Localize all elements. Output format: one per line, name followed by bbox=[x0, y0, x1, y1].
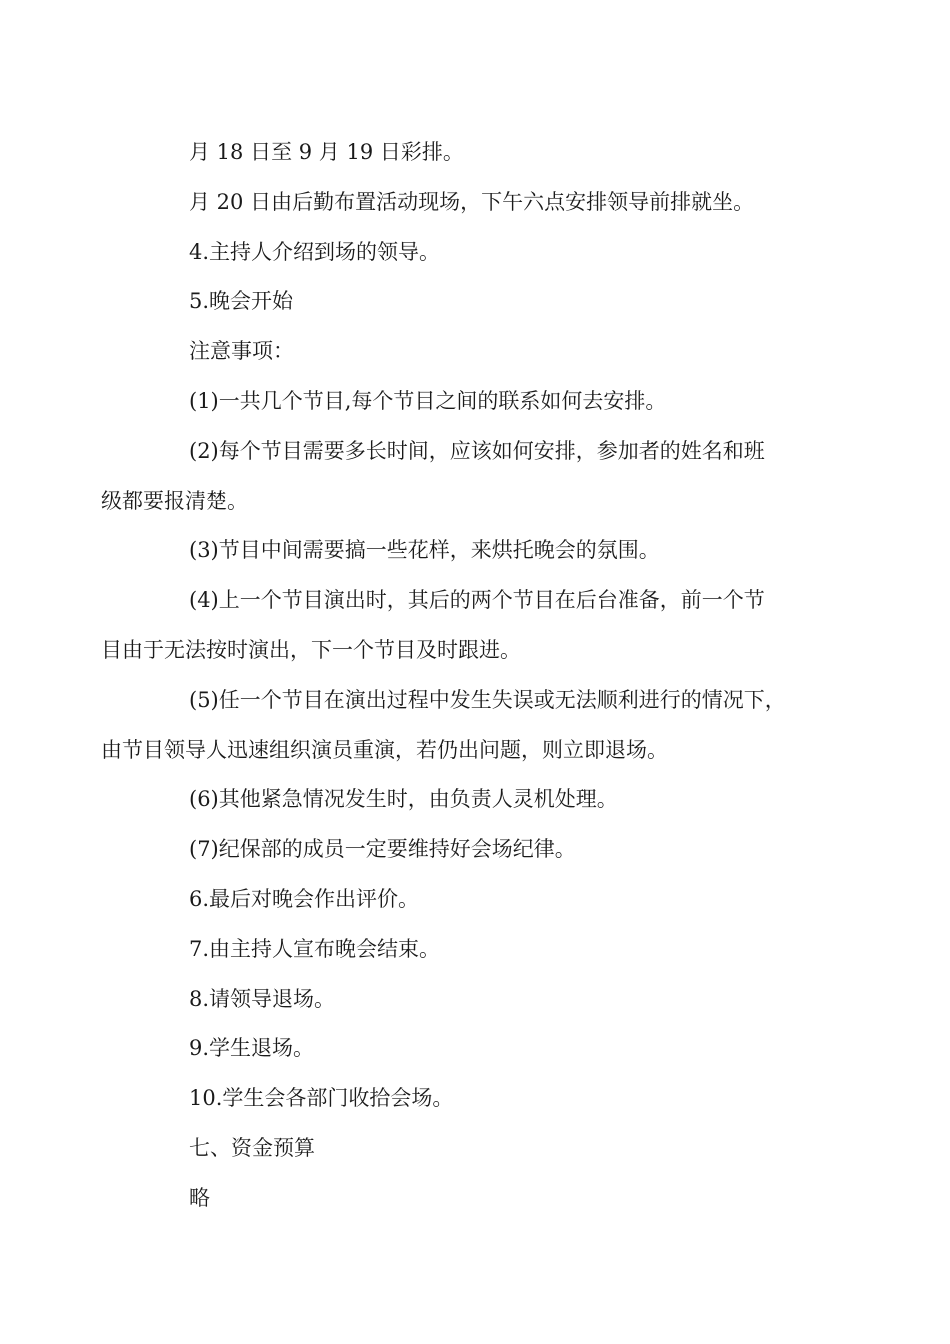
line: (1)一共几个节目,每个节目之间的联系如何去安排。 bbox=[189, 388, 667, 413]
line: (3)节目中间需要搞一些花样，来烘托晚会的氛围。 bbox=[189, 538, 660, 563]
paragraph-12 bbox=[145, 825, 835, 875]
line: 5.晚会开始 bbox=[189, 289, 294, 314]
paragraph-17 bbox=[145, 1074, 835, 1124]
continuation-line: 目由于无法按时演出，下一个节目及时跟进。 bbox=[101, 637, 521, 662]
line: (7)纪保部的成员一定要维持好会场纪律。 bbox=[189, 837, 576, 862]
paragraph-10 bbox=[101, 676, 835, 776]
section-heading-budget bbox=[145, 1124, 835, 1174]
line: (2)每个节目需要多长时间，应该如何安排，参加者的姓名和班 bbox=[189, 438, 765, 463]
line: 10.学生会各部门收拾会场。 bbox=[189, 1086, 454, 1111]
paragraph-14 bbox=[145, 925, 835, 975]
paragraph-3 bbox=[145, 228, 835, 278]
paragraph-6 bbox=[145, 377, 835, 427]
paragraph-2 bbox=[145, 178, 835, 228]
paragraph-19 bbox=[145, 1174, 835, 1224]
paragraph-7 bbox=[101, 427, 835, 527]
line: 月 20 日由后勤布置活动现场，下午六点安排领导前排就坐。 bbox=[189, 189, 755, 214]
document-body bbox=[101, 128, 835, 1224]
line: 9.学生退场。 bbox=[189, 1036, 315, 1061]
paragraph-13 bbox=[145, 875, 835, 925]
paragraph-4 bbox=[145, 277, 835, 327]
line: 略 bbox=[189, 1185, 210, 1210]
paragraph-16 bbox=[145, 1024, 835, 1074]
line: 6.最后对晚会作出评价。 bbox=[189, 886, 420, 911]
paragraph-9 bbox=[101, 576, 835, 676]
continuation-line: 由节目领导人迅速组织演员重演，若仍出问题，则立即退场。 bbox=[101, 737, 668, 762]
paragraph-11 bbox=[145, 775, 835, 825]
line: (5)任一个节目在演出过程中发生失误或无法顺利进行的情况下， bbox=[189, 687, 786, 712]
continuation-line: 级都要报清楚。 bbox=[101, 488, 248, 513]
paragraph-8 bbox=[145, 526, 835, 576]
line: 月 18 日至 9 月 19 日彩排。 bbox=[189, 140, 464, 164]
paragraph-1 bbox=[145, 128, 835, 178]
line: (4)上一个节目演出时，其后的两个节目在后台准备，前一个节 bbox=[189, 588, 765, 613]
paragraph-5 bbox=[145, 327, 835, 377]
line: 注意事项： bbox=[189, 339, 294, 364]
line: 8.请领导退场。 bbox=[189, 986, 336, 1011]
line: 7.由主持人宣布晚会结束。 bbox=[189, 936, 441, 961]
line: 4.主持人介绍到场的领导。 bbox=[189, 239, 441, 264]
paragraph-15 bbox=[145, 975, 835, 1025]
line: 七、资金预算 bbox=[189, 1135, 315, 1160]
line: (6)其他紧急情况发生时，由负责人灵机处理。 bbox=[189, 787, 618, 812]
